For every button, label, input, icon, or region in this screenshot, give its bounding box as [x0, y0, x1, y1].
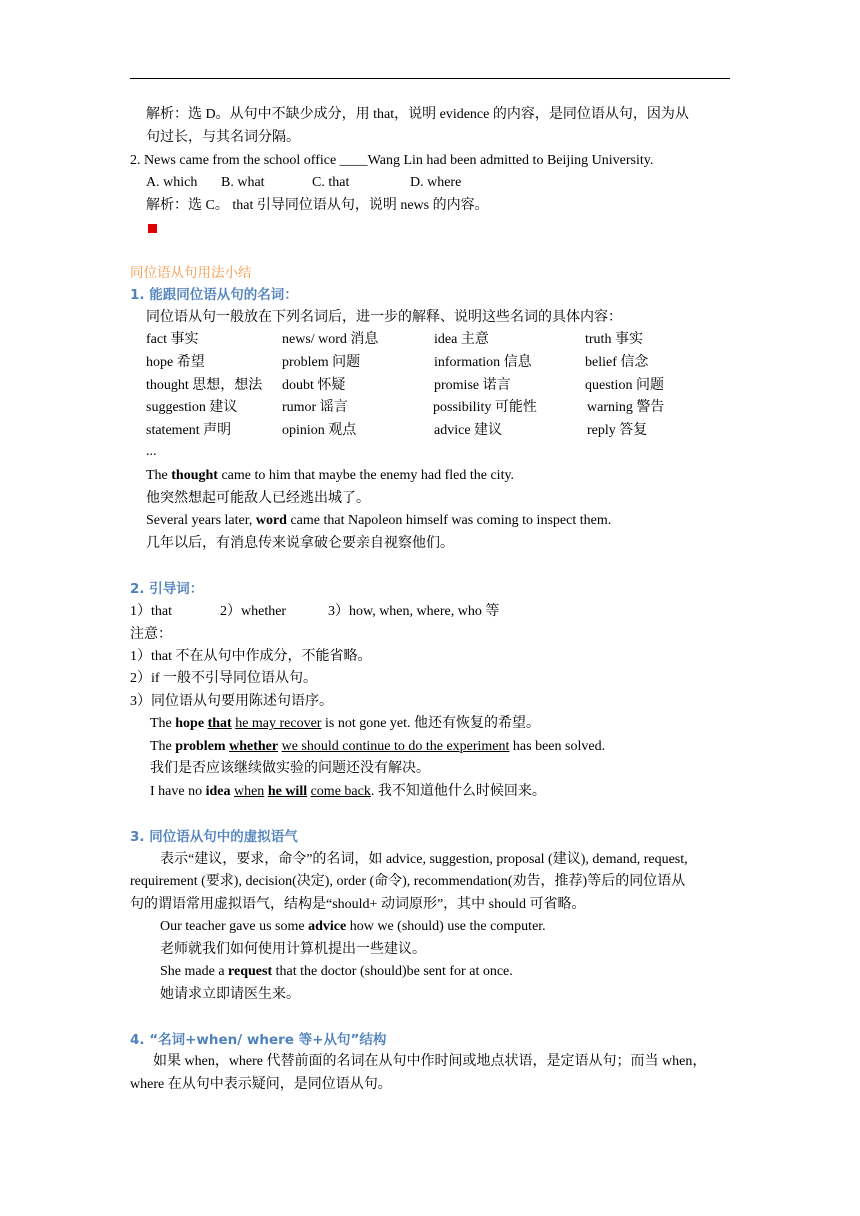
note-label: 注意：: [130, 627, 172, 642]
q2-option-a: A. which: [146, 175, 198, 190]
noun-cell: fact 事实: [146, 332, 199, 347]
section2-example2-translation: 我们是否应该继续做实验的问题还没有解决。: [150, 761, 430, 776]
section1-example2-translation: 几年以后，有消息传来说拿破仑要亲自视察他们。: [146, 536, 454, 551]
q2-question: 2. News came from the school office ____Wang Lin had been admitted to Beijing University.: [130, 153, 654, 168]
section1-intro: 同位语从句一般放在下列名词后，进一步的解释、说明这些名词的具体内容：: [146, 310, 622, 325]
introducer-item: 3）how, when, where, who 等: [328, 604, 500, 619]
noun-cell: statement 声明: [146, 423, 232, 438]
section3-heading: 3. 同位语从句中的虚拟语气: [130, 829, 298, 845]
section3-example2-translation: 她请求立即请医生来。: [160, 987, 300, 1002]
noun-cell: advice 建议: [434, 423, 503, 438]
note-item: 1）that 不在从句中作成分，不能省略。: [130, 649, 372, 664]
noun-cell: problem 问题: [282, 355, 361, 370]
noun-cell: warning 警告: [587, 400, 665, 415]
noun-cell: truth 事实: [585, 332, 643, 347]
noun-list-ellipsis: ...: [146, 444, 157, 459]
section3-paragraph-line2: requirement (要求), decision(决定), order (命令), recommendation(劝告，推荐)等后的同位语从: [130, 874, 686, 889]
section4-heading: 4. “名词+when/ where 等+从句”结构: [130, 1032, 387, 1048]
section1-example1-translation: 他突然想起可能敌人已经逃出城了。: [146, 491, 370, 506]
section4-paragraph-line1: 如果 when，where 代替前面的名词在从句中作时间或地点状语，是定语从句；而当 when，: [153, 1054, 707, 1069]
section2-example1: The hope that he may recover is not gone yet. 他还有恢复的希望。: [150, 716, 541, 731]
section2-example2: The problem whether we should continue to do the experiment has been solved.: [150, 739, 606, 754]
q2-option-c: C. that: [312, 175, 350, 190]
noun-cell: reply 答复: [587, 423, 648, 438]
summary-title: 同位语从句用法小结: [130, 265, 252, 281]
section1-example2: Several years later, word came that Napoleon himself was coming to inspect them.: [146, 513, 612, 528]
note-item: 2）if 一般不引导同位语从句。: [130, 671, 318, 686]
noun-cell: news/ word 消息: [282, 332, 379, 347]
noun-cell: opinion 观点: [282, 423, 357, 438]
section2-example3: I have no idea when he will come back. 我不知道他什么时候回来。: [150, 784, 546, 799]
section1-heading: 1. 能跟同位语从句的名词：: [130, 287, 298, 303]
note-item: 3）同位语从句要用陈述句语序。: [130, 694, 333, 709]
introducer-item: 2）whether: [220, 604, 287, 619]
section3-example2: She made a request that the doctor (should)be sent for at once.: [160, 964, 513, 979]
noun-cell: rumor 谣言: [282, 400, 348, 415]
section3-paragraph-line3: 句的谓语常用虚拟语气，结构是“should+ 动词原形”，其中 should 可省略。: [130, 897, 586, 912]
noun-cell: possibility 可能性: [433, 400, 537, 415]
q1-analysis-line2: 句过长，与其名词分隔。: [146, 130, 300, 145]
section4-paragraph-line2: where 在从句中表示疑问，是同位语从句。: [130, 1077, 392, 1092]
q2-option-b: B. what: [221, 175, 265, 190]
red-square-marker: [148, 224, 157, 233]
noun-cell: doubt 怀疑: [282, 378, 346, 393]
section1-example1: The thought came to him that maybe the enemy had fled the city.: [146, 468, 515, 483]
noun-cell: hope 希望: [146, 355, 205, 370]
section3-paragraph-line1: 表示“建议，要求，命令”的名词，如 advice, suggestion, proposal (建议), demand, request,: [160, 852, 688, 867]
noun-cell: suggestion 建议: [146, 400, 238, 415]
header-rule: [130, 78, 730, 79]
section3-example1-translation: 老师就我们如何使用计算机提出一些建议。: [160, 942, 426, 957]
section2-heading: 2. 引导词：: [130, 581, 204, 597]
noun-cell: thought 思想，想法: [146, 378, 263, 393]
q2-option-d: D. where: [410, 175, 462, 190]
noun-cell: information 信息: [434, 355, 532, 370]
section3-example1: Our teacher gave us some advice how we (should) use the computer.: [160, 919, 546, 934]
noun-cell: question 问题: [585, 378, 664, 393]
introducer-item: 1）that: [130, 604, 172, 619]
q1-analysis-line1: 解析：选 D。从句中不缺少成分，用 that，说明 evidence 的内容，是同位语从句，因为从: [146, 107, 689, 122]
noun-cell: idea 主意: [434, 332, 489, 347]
q2-analysis: 解析：选 C。 that 引导同位语从句，说明 news 的内容。: [146, 198, 489, 213]
noun-cell: promise 诺言: [434, 378, 511, 393]
noun-cell: belief 信念: [585, 355, 649, 370]
